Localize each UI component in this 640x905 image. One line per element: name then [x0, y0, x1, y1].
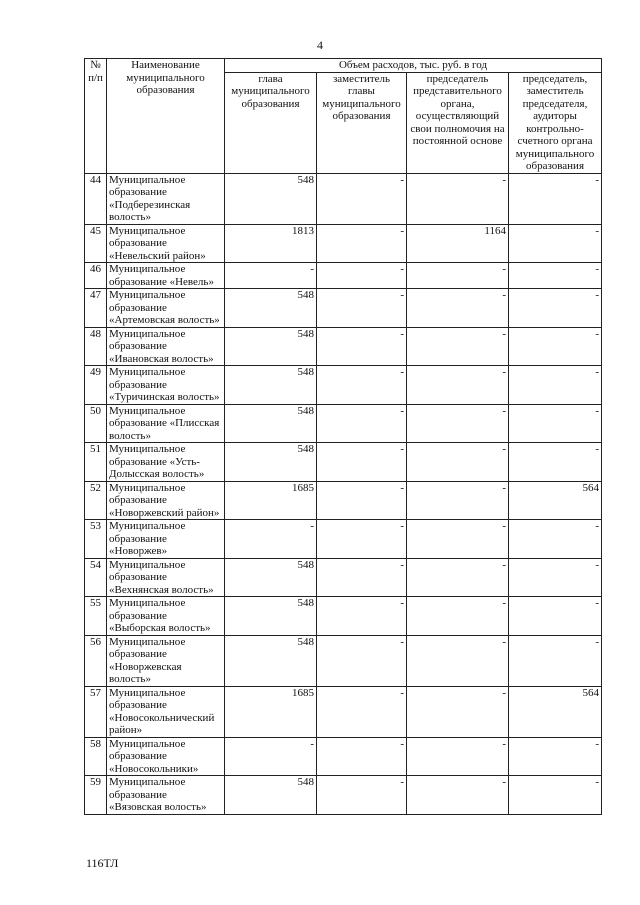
row-number: 50: [85, 404, 107, 443]
row-name: Муниципальное образование «Новоржев»: [107, 520, 225, 559]
row-head-value: 548: [225, 776, 317, 815]
row-deputy-value: -: [317, 481, 407, 520]
row-audit-value: 564: [509, 481, 602, 520]
row-head-value: 1685: [225, 686, 317, 737]
row-deputy-value: -: [317, 263, 407, 289]
row-audit-value: -: [509, 366, 602, 405]
row-chairman-value: -: [407, 597, 509, 636]
table-row: [85, 635, 602, 686]
row-name: Муниципальное образование «Артемовская волость»: [107, 289, 225, 328]
row-head-value: 548: [225, 558, 317, 597]
row-chairman-value: -: [407, 404, 509, 443]
row-name: Муниципальное образование «Невельский район»: [107, 224, 225, 263]
row-name: Муниципальное образование «Новосокольники»: [107, 737, 225, 776]
header-name: Наименование муниципального образования: [107, 59, 225, 174]
table-row: [85, 737, 602, 776]
row-chairman-value: -: [407, 481, 509, 520]
row-head-value: 548: [225, 443, 317, 482]
row-audit-value: -: [509, 263, 602, 289]
row-head-value: -: [225, 520, 317, 559]
table-row: [85, 327, 602, 366]
row-deputy-value: -: [317, 558, 407, 597]
row-number: 56: [85, 635, 107, 686]
table-row: [85, 481, 602, 520]
row-chairman-value: -: [407, 289, 509, 328]
row-deputy-value: -: [317, 327, 407, 366]
row-name: Муниципальное образование «Ивановская волость»: [107, 327, 225, 366]
row-deputy-value: -: [317, 224, 407, 263]
row-deputy-value: -: [317, 366, 407, 405]
table-row: [85, 597, 602, 636]
expenses-table: [84, 58, 602, 815]
row-audit-value: -: [509, 443, 602, 482]
row-deputy-value: -: [317, 173, 407, 224]
row-number: 55: [85, 597, 107, 636]
row-name: Муниципальное образование «Туричинская волость»: [107, 366, 225, 405]
row-audit-value: -: [509, 635, 602, 686]
row-chairman-value: -: [407, 737, 509, 776]
table-row: [85, 558, 602, 597]
row-name: Муниципальное образование «Новоржевская волость»: [107, 635, 225, 686]
table-body: [85, 173, 602, 814]
row-number: 44: [85, 173, 107, 224]
row-number: 52: [85, 481, 107, 520]
page-number: 4: [317, 38, 323, 52]
row-chairman-value: -: [407, 366, 509, 405]
row-audit-value: 564: [509, 686, 602, 737]
row-deputy-value: -: [317, 686, 407, 737]
row-deputy-value: -: [317, 443, 407, 482]
row-head-value: 548: [225, 404, 317, 443]
row-audit-value: -: [509, 224, 602, 263]
row-number: 51: [85, 443, 107, 482]
row-head-value: 548: [225, 173, 317, 224]
row-chairman-value: -: [407, 443, 509, 482]
row-head-value: -: [225, 737, 317, 776]
row-head-value: 548: [225, 635, 317, 686]
row-name: Муниципальное образование «Плисская волость»: [107, 404, 225, 443]
row-head-value: 548: [225, 366, 317, 405]
row-name: Муниципальное образование «Усть-Долысская волость»: [107, 443, 225, 482]
header-chairman: председатель представительного органа, осуществляющий свои полномочия на постоянной основе: [407, 72, 509, 173]
table-row: [85, 686, 602, 737]
row-audit-value: -: [509, 776, 602, 815]
row-number: 53: [85, 520, 107, 559]
row-head-value: 548: [225, 327, 317, 366]
table-row: [85, 776, 602, 815]
row-audit-value: -: [509, 597, 602, 636]
table-row: [85, 404, 602, 443]
row-head-value: 548: [225, 597, 317, 636]
row-number: 54: [85, 558, 107, 597]
header-group: Объем расходов, тыс. руб. в год: [225, 59, 602, 73]
table-row: [85, 520, 602, 559]
table-row: [85, 173, 602, 224]
row-number: 49: [85, 366, 107, 405]
header-deputy: заместитель главы муниципального образования: [317, 72, 407, 173]
row-audit-value: -: [509, 558, 602, 597]
row-chairman-value: -: [407, 327, 509, 366]
row-deputy-value: -: [317, 635, 407, 686]
row-deputy-value: -: [317, 737, 407, 776]
row-name: Муниципальное образование «Вехнянская волость»: [107, 558, 225, 597]
row-audit-value: -: [509, 327, 602, 366]
row-head-value: 1813: [225, 224, 317, 263]
row-audit-value: -: [509, 289, 602, 328]
row-name: Муниципальное образование «Невель»: [107, 263, 225, 289]
row-chairman-value: -: [407, 173, 509, 224]
row-chairman-value: -: [407, 558, 509, 597]
row-number: 47: [85, 289, 107, 328]
row-number: 46: [85, 263, 107, 289]
header-num: № п/п: [85, 59, 107, 174]
footer-code: 116ТЛ: [86, 856, 119, 870]
row-chairman-value: 1164: [407, 224, 509, 263]
row-number: 48: [85, 327, 107, 366]
row-name: Муниципальное образование «Выборская волость»: [107, 597, 225, 636]
row-chairman-value: -: [407, 520, 509, 559]
row-name: Муниципальное образование «Новоржевский район»: [107, 481, 225, 520]
header-head: глава муниципального образования: [225, 72, 317, 173]
row-number: 59: [85, 776, 107, 815]
row-number: 45: [85, 224, 107, 263]
row-head-value: 1685: [225, 481, 317, 520]
row-head-value: 548: [225, 289, 317, 328]
row-chairman-value: -: [407, 686, 509, 737]
row-chairman-value: -: [407, 776, 509, 815]
row-audit-value: -: [509, 737, 602, 776]
row-number: 57: [85, 686, 107, 737]
table-row: [85, 443, 602, 482]
table-row: [85, 263, 602, 289]
row-name: Муниципальное образование «Вязовская волость»: [107, 776, 225, 815]
row-deputy-value: -: [317, 597, 407, 636]
row-audit-value: -: [509, 520, 602, 559]
row-deputy-value: -: [317, 520, 407, 559]
table-row: [85, 289, 602, 328]
row-deputy-value: -: [317, 776, 407, 815]
row-head-value: -: [225, 263, 317, 289]
header-audit: председатель, заместитель председателя, аудиторы контрольно-счетного органа муниципального образования: [509, 72, 602, 173]
row-deputy-value: -: [317, 404, 407, 443]
row-chairman-value: -: [407, 635, 509, 686]
row-name: Муниципальное образование «Новосокольнический район»: [107, 686, 225, 737]
row-audit-value: -: [509, 404, 602, 443]
row-chairman-value: -: [407, 263, 509, 289]
row-audit-value: -: [509, 173, 602, 224]
table-row: [85, 366, 602, 405]
row-name: Муниципальное образование «Подберезинская волость»: [107, 173, 225, 224]
table-row: [85, 224, 602, 263]
row-number: 58: [85, 737, 107, 776]
row-deputy-value: -: [317, 289, 407, 328]
